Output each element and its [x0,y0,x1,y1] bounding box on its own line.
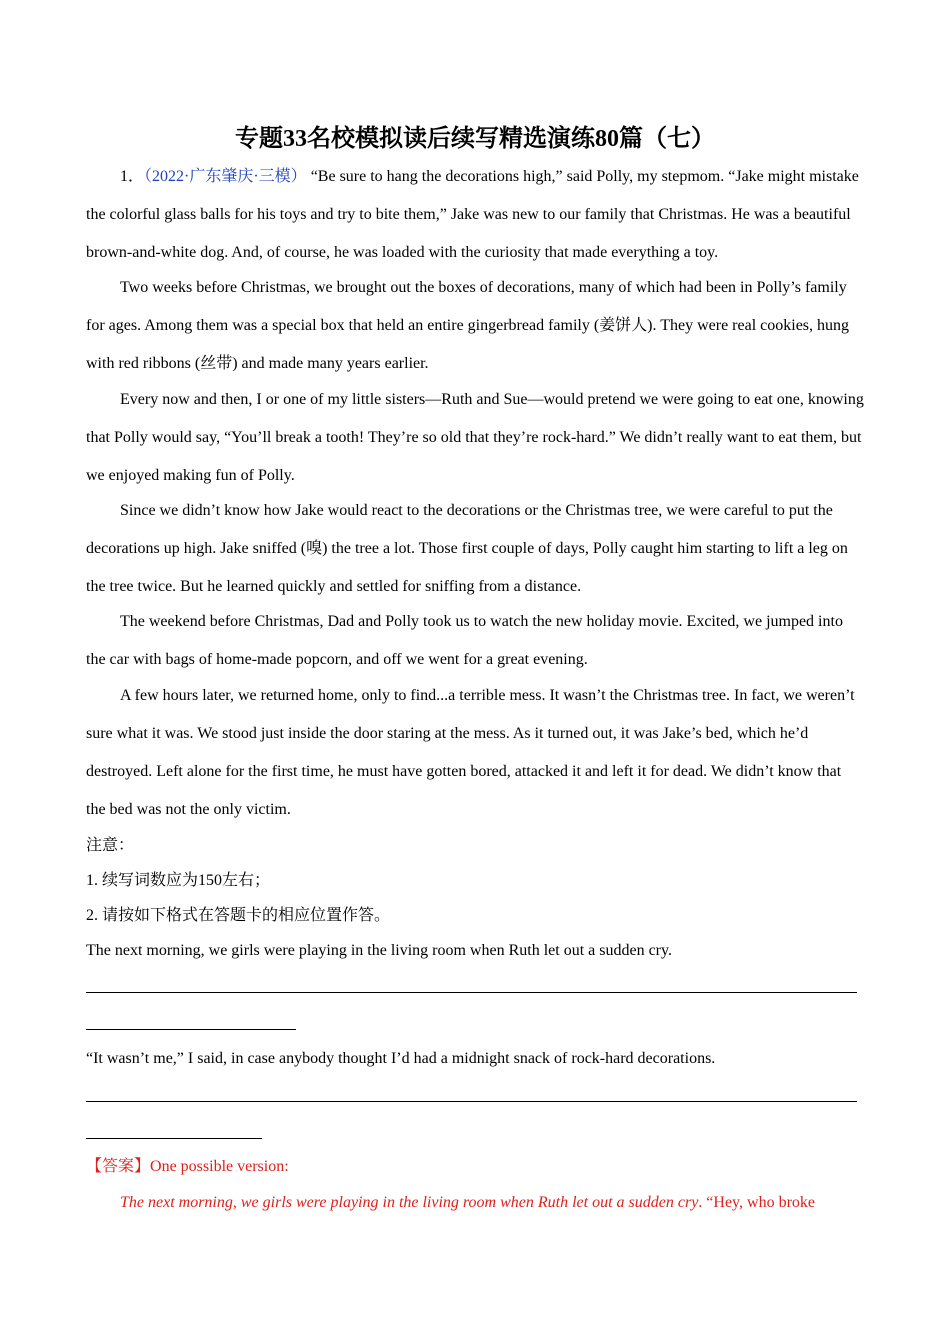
answer-version: One possible version: [150,1158,289,1175]
notes-item-1: 1. 续写词数应为150左右； [86,872,271,889]
answer-line [86,992,857,993]
notes-item-2: 2. 请按如下格式在答题卡的相应位置作答。 [86,907,391,924]
continuation-prompt-1: The next morning, we girls were playing in the living room when Ruth let out a sudden cry. [86,942,672,959]
answer-text [86,1191,864,1215]
question-paragraph-1 [86,158,864,272]
notes-heading: 注意： [86,837,135,854]
question-paragraph-5: The weekend before Christmas, Dad and Polly took us to watch the new holiday movie. Excited, we jumped into the car with bags of home-made popcorn, and off we went for a great evening. [86,613,843,668]
answer-line-short [86,1029,296,1030]
answer-label: 【答案】 [86,1158,151,1175]
paragraph-1-text: “Be sure to hang the decorations high,” said Polly, my stepmom. “Jake might mistake the colorful glass balls for his toys and try to bite them,” Jake was new to our family that Christmas. He was a beautiful brown-and-white dog. And, of course, he was loaded with the curiosity that made everything a toy. [86,168,859,261]
answer-italic-sentence: The next morning, we girls were playing in the living room when Ruth let out a sudden cry [120,1194,699,1211]
question-source: （2022·广东肇庆·三模） [144,168,307,185]
question-paragraph-2: Two weeks before Christmas, we brought out the boxes of decorations, many of which had been in Polly’s family for ages. Among them was a special box that held an entire gingerbread family (姜饼人). They were real cookies, hung with red ribbons (丝带) and made many years earlier. [86,279,850,372]
continuation-prompt-2: “It wasn’t me,” I said, in case anybody thought I’d had a midnight snack of rock-hard decorations. [86,1050,716,1067]
question-paragraph-4: Since we didn’t know how Jake would react to the decorations or the Christmas tree, we were careful to put the decorations up high. Jake sniffed (嗅) the tree a lot. Those first couple of days, Polly caught him starting to lift a leg on the tree twice. But he learned quickly and settled for sniffing from a distance. [86,502,848,595]
answer-line-short [86,1138,262,1139]
answer-continuation: . “Hey, who broke [698,1194,815,1211]
question-paragraph-6: A few hours later, we returned home, only to find...a terrible mess. It wasn’t the Christmas tree. In fact, we weren’t sure what it was. We stood just inside the door staring at the mess. As it turned out, it was Jake’s bed, which he’d destroyed. Left alone for the first time, he must have gotten bored, attacked it and left it for dead. We didn’t know that the bed was not the only victim. [86,687,855,818]
question-paragraph-3: Every now and then, I or one of my little sisters—Ruth and Sue—would pretend we were going to eat one, knowing that Polly would say, “You’ll break a tooth! They’re so old that they’re rock-hard.” We didn’t really want to eat them, but we enjoyed making fun of Polly. [86,391,864,484]
answer-line [86,1101,857,1102]
question-number: 1． [120,168,145,185]
answer-heading [86,1155,864,1179]
page-title: 专题33名校模拟读后续写精选演练80篇（七） [235,126,715,152]
